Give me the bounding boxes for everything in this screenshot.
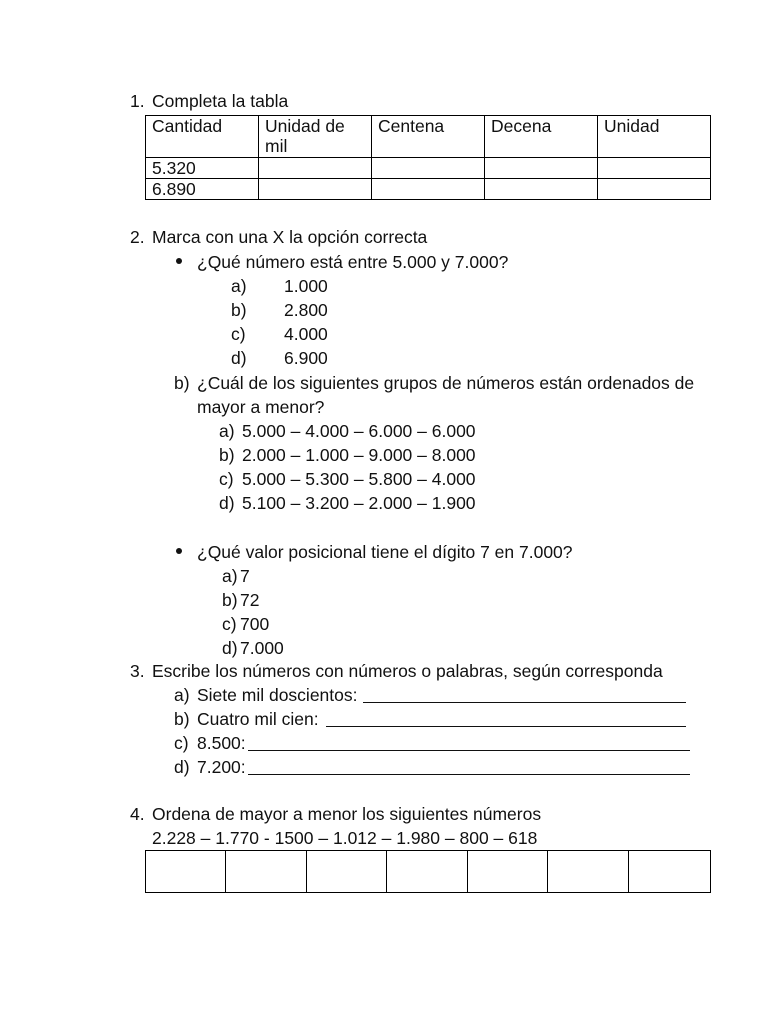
option-text[interactable]: 2.000 – 1.000 – 9.000 – 8.000 (242, 445, 476, 465)
item-letter: d) (174, 757, 190, 777)
answer-cell[interactable] (598, 158, 711, 179)
answer-cell[interactable] (598, 179, 711, 200)
option-letter: b) (231, 300, 247, 320)
option-letter: b) (222, 590, 238, 610)
answer-line[interactable] (326, 726, 686, 727)
q1-title: Completa la tabla (152, 91, 289, 111)
answer-cell[interactable] (146, 851, 226, 893)
option-text[interactable]: 700 (240, 614, 270, 634)
item-label: Siete mil doscientos: (197, 685, 358, 705)
item-label: 8.500: (197, 733, 246, 753)
bullet-icon (176, 548, 182, 554)
option-letter: d) (231, 348, 247, 368)
option-text[interactable]: 6.900 (284, 348, 328, 368)
q3-title: Escribe los números con números o palabras, según corresponda (152, 661, 663, 681)
item-label: Cuatro mil cien: (197, 709, 319, 729)
table-cell: 5.320 (146, 158, 259, 179)
answer-cell[interactable] (468, 851, 548, 893)
answer-cell[interactable] (485, 179, 598, 200)
table-row (146, 179, 711, 200)
q1-header-cell: Centena (372, 116, 485, 158)
option-letter: c) (222, 614, 237, 634)
q2-part2-letter: b) (174, 373, 190, 393)
option-letter: c) (231, 324, 246, 344)
answer-cell[interactable] (372, 179, 485, 200)
option-text[interactable]: 2.800 (284, 300, 328, 320)
q1-table-header-row (146, 116, 711, 158)
answer-line[interactable] (363, 702, 686, 703)
q2-part3-question: ¿Qué valor posicional tiene el dígito 7 en 7.000? (197, 542, 573, 562)
q1-table (145, 115, 711, 200)
q2-part1-question: ¿Qué número está entre 5.000 y 7.000? (197, 252, 509, 272)
q1-header-cell: Unidad (598, 116, 711, 158)
q2-number: 2. (130, 227, 145, 247)
item-letter: b) (174, 709, 190, 729)
option-text[interactable]: 5.000 – 4.000 – 6.000 – 6.000 (242, 421, 476, 441)
option-text[interactable]: 1.000 (284, 276, 328, 296)
option-letter: d) (222, 638, 238, 658)
answer-cell[interactable] (387, 851, 468, 893)
table-cell: 6.890 (146, 179, 259, 200)
answer-cell[interactable] (226, 851, 307, 893)
q4-title: Ordena de mayor a menor los siguientes números (152, 804, 542, 824)
answer-cell[interactable] (307, 851, 387, 893)
answer-cell[interactable] (259, 179, 372, 200)
q2-title: Marca con una X la opción correcta (152, 227, 428, 247)
answer-cell[interactable] (548, 851, 629, 893)
q2-part2-question-line2: mayor a menor? (197, 397, 325, 417)
item-letter: c) (174, 733, 189, 753)
q4-sequence: 2.228 – 1.770 - 1500 – 1.012 – 1.980 – 800 – 618 (152, 828, 538, 848)
option-letter: c) (219, 469, 234, 489)
option-text[interactable]: 4.000 (284, 324, 328, 344)
q1-header-cell: Decena (485, 116, 598, 158)
option-letter: d) (219, 493, 235, 513)
item-letter: a) (174, 685, 190, 705)
option-letter: a) (231, 276, 247, 296)
answer-cell[interactable] (485, 158, 598, 179)
answer-line[interactable] (248, 774, 690, 775)
option-text[interactable]: 7.000 (240, 638, 284, 658)
q4-number: 4. (130, 804, 145, 824)
bullet-icon (176, 258, 182, 264)
item-label: 7.200: (197, 757, 246, 777)
option-letter: b) (219, 445, 235, 465)
option-text[interactable]: 5.000 – 5.300 – 5.800 – 4.000 (242, 469, 476, 489)
answer-line[interactable] (248, 750, 690, 751)
q1-header-cell: Unidad de mil (259, 116, 372, 158)
q2-part2-question-line1: ¿Cuál de los siguientes grupos de números están ordenados de (197, 373, 695, 393)
option-letter: a) (222, 566, 238, 586)
option-letter: a) (219, 421, 235, 441)
q1-header-cell: Cantidad (146, 116, 259, 158)
option-text[interactable]: 5.100 – 3.200 – 2.000 – 1.900 (242, 493, 476, 513)
table-row (146, 851, 711, 893)
q3-number: 3. (130, 661, 145, 681)
q1-number: 1. (130, 91, 145, 111)
answer-cell[interactable] (259, 158, 372, 179)
answer-cell[interactable] (629, 851, 711, 893)
answer-cell[interactable] (372, 158, 485, 179)
q4-answer-table (145, 850, 711, 893)
table-row (146, 158, 711, 179)
option-text[interactable]: 72 (240, 590, 260, 610)
option-text[interactable]: 7 (240, 566, 250, 586)
